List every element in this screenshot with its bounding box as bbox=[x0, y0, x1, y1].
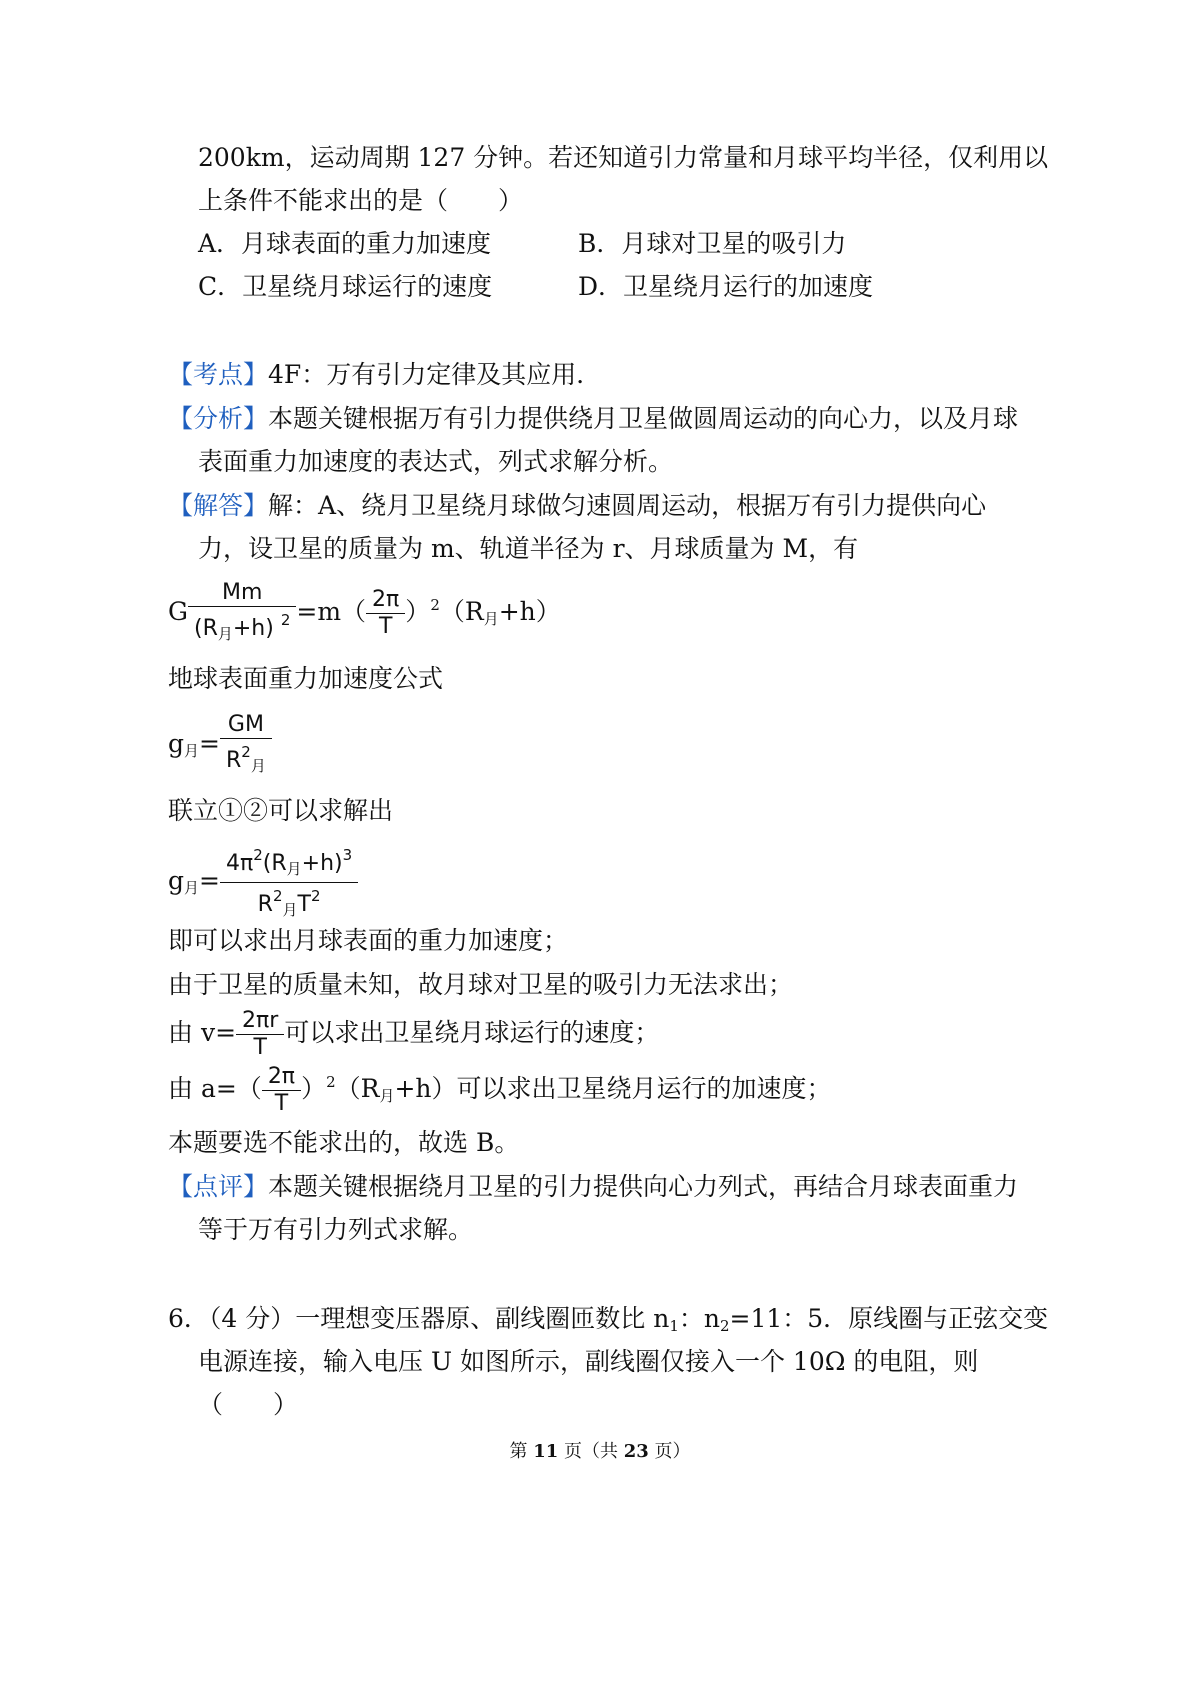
jieda-section bbox=[168, 491, 986, 521]
kaodian-tag: 【考点】 bbox=[168, 360, 269, 389]
lianli-label: 联立①②可以求解出 bbox=[168, 796, 394, 825]
option-c: C．卫星绕月球运行的速度 bbox=[198, 272, 493, 301]
dianping-line2: 等于万有引力列式求解。 bbox=[198, 1215, 474, 1244]
velocity-fraction: $\frac{2\pi r}{T}$ bbox=[236, 1008, 284, 1061]
fenxi-line1: 本题关键根据万有引力提供绕月卫星做圆周运动的向心力，以及月球 bbox=[268, 404, 1019, 433]
page-footer: 第 11 页（共 23 页） bbox=[509, 1441, 691, 1462]
fenxi-tag: 【分析】 bbox=[168, 404, 269, 433]
fenxi-line2: 表面重力加速度的表达式，列式求解分析。 bbox=[198, 447, 674, 476]
conclusion: 本题要选不能求出的，故选 B。 bbox=[168, 1128, 520, 1157]
jieda-tag: 【解答】 bbox=[168, 491, 269, 520]
eq2-fraction: $\frac{GM}{R^2_月}$ bbox=[220, 712, 272, 779]
option-d: D．卫星绕月运行的加速度 bbox=[578, 272, 874, 301]
eq1-mid: =m（ bbox=[296, 597, 367, 626]
equation-gravity: G $\frac{Mm}{(R_月+h) ^2}$ =m（ $\frac{2\pi}{T}$ ）$^2(R_月+h)$ bbox=[168, 580, 561, 647]
eq1-denominator: $(R_月+h)$ $^2$ bbox=[188, 606, 296, 647]
question6-line2: 电源连接，输入电压 U 如图所示，副线圈仅接入一个 10Ω 的电阻，则 bbox=[198, 1347, 979, 1376]
jieda-line2: 力，设卫星的质量为 m、轨道半径为 r、月球质量为 M，有 bbox=[198, 534, 859, 563]
kaodian-text: 4F：万有引力定律及其应用． bbox=[268, 360, 602, 389]
eq1-fraction bbox=[188, 580, 296, 647]
question6-line1: 6．（4 分）一理想变压器原、副线圈匝数比 $n_1$：$n_2=11$：5．原线圈与正弦交变 bbox=[168, 1304, 1049, 1335]
eq1-fraction-2pi: $\frac{2\pi}{T}$ bbox=[366, 587, 405, 640]
fenxi-section bbox=[168, 404, 1018, 434]
page-number: 11 bbox=[533, 1441, 559, 1462]
dianping-section bbox=[168, 1172, 1018, 1202]
line-acceleration: 由 a=（ $\frac{2\pi}{T}$ ）$^2(R_月+h)$可以求出卫星绕月运行的加速度； bbox=[168, 1064, 832, 1116]
kaodian-section bbox=[168, 360, 601, 390]
line-velocity: 由 v= $\frac{2\pi r}{T}$ 可以求出卫星绕月球运行的速度； bbox=[168, 1008, 660, 1060]
equation-g-moon-solved: $g_月=$ $\frac{4\pi^2(R_月+h)^3}{R^2_月T^2}$ bbox=[168, 842, 358, 923]
line-mass: 由于卫星的质量未知，故月球对卫星的吸引力无法求出； bbox=[168, 970, 794, 999]
equation-g-moon: $g_月=$ $\frac{GM}{R^2_月}$ bbox=[168, 712, 272, 779]
option-a: A．月球表面的重力加速度 bbox=[198, 229, 492, 258]
acceleration-fraction: $\frac{2\pi}{T}$ bbox=[262, 1064, 301, 1117]
question6-line3: （ ） bbox=[198, 1390, 299, 1419]
eq1-lead: G bbox=[168, 597, 188, 626]
dianping-line1: 本题关键根据绕月卫星的引力提供向心力列式，再结合月球表面重力 bbox=[268, 1172, 1019, 1201]
dianping-tag: 【点评】 bbox=[168, 1172, 269, 1201]
option-b: B．月球对卫星的吸引力 bbox=[578, 229, 847, 258]
earth-formula-label: 地球表面重力加速度公式 bbox=[168, 664, 444, 693]
question-continuation-line1: 200km，运动周期 127 分钟。若还知道引力常量和月球平均半径，仅利用以 bbox=[198, 143, 1049, 172]
line-accel: 即可以求出月球表面的重力加速度； bbox=[168, 926, 569, 955]
question-continuation-line2: 上条件不能求出的是（ ） bbox=[198, 186, 524, 215]
eq3-fraction: $\frac{4\pi^2(R_月+h)^3}{R^2_月T^2}$ bbox=[220, 842, 358, 923]
eq1-numerator: Mm bbox=[221, 580, 263, 605]
page-total: 23 bbox=[623, 1441, 649, 1462]
jieda-line1: 解：A、绕月卫星绕月球做匀速圆周运动，根据万有引力提供向心 bbox=[268, 491, 987, 520]
